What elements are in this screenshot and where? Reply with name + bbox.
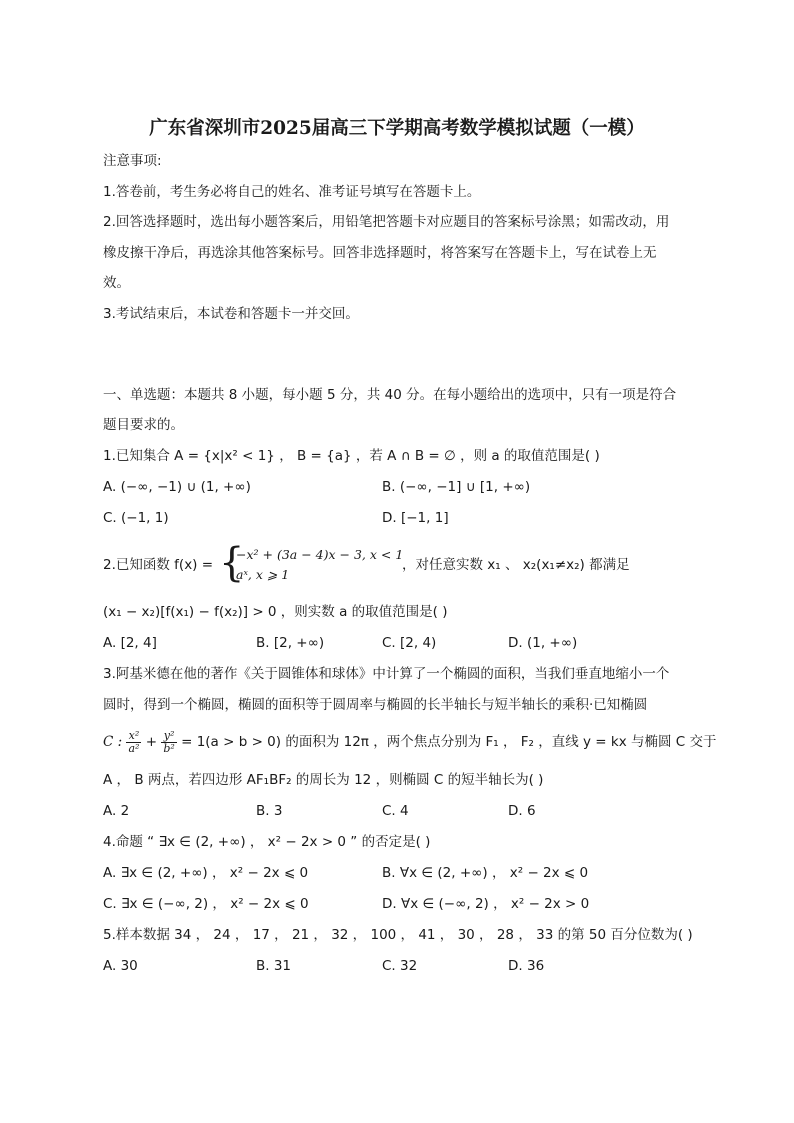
section-heading-1: 一、单选题：本题共 8 小题，每小题 5 分，共 40 分。在每小题给出的选项中，只有一项是符合 (103, 387, 677, 403)
notice-item-2a: 2.回答选择题时，选出每小题答案后，用铅笔把答题卡对应题目的答案标号涂黑；如需改动，用 (103, 214, 670, 230)
q1-stem: 1.已知集合 A = {x|x² < 1} ， B = {a} ，若 A ∩ B = ∅ ，则 a 的取值范围是( ) (103, 448, 600, 464)
q3-option-c[interactable]: C. 4 (382, 803, 409, 819)
q2-option-a[interactable]: A. [2, 4] (103, 635, 157, 651)
notice-item-1: 1.答卷前，考生务必将自己的姓名、准考证号填写在答题卡上。 (103, 184, 481, 200)
q2-case-1: −x² + (3a − 4)x − 3, x < 1 (236, 547, 404, 562)
q2-option-c[interactable]: C. [2, 4) (382, 635, 437, 651)
q5-stem: 5.样本数据 34 ， 24 ， 17 ， 21 ， 32 ， 100 ， 41 ， 30 ， 28 ， 33 的第 50 百分位数为( ) (103, 927, 693, 943)
notice-item-2b: 橡皮擦干净后，再选涂其他答案标号。回答非选择题时，将答案写在答题卡上，写在试卷上无 (103, 245, 657, 261)
section-heading-2: 题目要求的。 (103, 417, 184, 433)
q1-option-c[interactable]: C. (−1, 1) (103, 510, 169, 526)
page-title: 广东省深圳市2025届高三下学期高考数学模拟试题（一模） (149, 118, 645, 139)
q3-line-3-rest: = 1(a > b > 0) 的面积为 12π ，两个焦点分别为 F₁ ， F₂ ，直线 y = kx 与椭圆 C 交于 (181, 734, 717, 750)
q4-option-b[interactable]: B. ∀x ∈ (2, +∞) ， x² − 2x ⩽ 0 (382, 865, 589, 881)
q5-option-d[interactable]: D. 36 (508, 958, 545, 974)
q3-line-2: 圆时，得到一个椭圆，椭圆的面积等于圆周率与椭圆的长半轴长与短半轴长的乘积·已知椭圆 (103, 697, 648, 713)
q3-line-4: A ， B 两点，若四边形 AF₁BF₂ 的周长为 12 ，则椭圆 C 的短半轴长为( ) (103, 772, 544, 788)
q2-prefix: 2.已知函数 f(x) = (103, 557, 214, 573)
q5-option-b[interactable]: B. 31 (256, 958, 292, 974)
q3-line-1: 3.阿基米德在他的著作《关于圆锥体和球体》中计算了一个椭圆的面积，当我们垂直地缩小一个 (103, 666, 670, 682)
q1-option-d[interactable]: D. [−1, 1] (382, 510, 449, 526)
notice-heading: 注意事项: (103, 153, 162, 169)
q3-option-a[interactable]: A. 2 (103, 803, 130, 819)
q3-option-b[interactable]: B. 3 (256, 803, 283, 819)
notice-item-2c: 效。 (103, 275, 130, 291)
q4-option-d[interactable]: D. ∀x ∈ (−∞, 2) ， x² − 2x > 0 (382, 896, 590, 912)
q1-option-b[interactable]: B. (−∞, −1] ∪ [1, +∞) (382, 479, 531, 495)
notice-item-3: 3.考试结束后，本试卷和答题卡一并交回。 (103, 306, 359, 322)
q3-option-d[interactable]: D. 6 (508, 803, 536, 819)
q3-fraction-x: $\frac{\text{x²}}{\text{a²}}$ (128, 728, 140, 755)
q2-line-2: (x₁ − x₂)[f(x₁) − f(x₂)] > 0 ，则实数 a 的取值范围是( ) (103, 604, 448, 620)
q3-plus: + (145, 734, 158, 750)
q4-stem: 4.命题 “ ∃x ∈ (2, +∞) ， x² − 2x > 0 ” 的否定是( ) (103, 834, 431, 850)
q3-fraction-y: $\frac{\text{y²}}{\text{b²}}$ (163, 728, 175, 755)
q1-option-a[interactable]: A. (−∞, −1) ∪ (1, +∞) (103, 479, 251, 495)
q4-option-a[interactable]: A. ∃x ∈ (2, +∞) ， x² − 2x ⩽ 0 (103, 865, 309, 881)
q2-option-d[interactable]: D. (1, +∞) (508, 635, 578, 651)
q3-line-3 (103, 725, 717, 759)
q3-ellipse-label: C : (103, 734, 123, 750)
q4-option-c[interactable]: C. ∃x ∈ (−∞, 2) ， x² − 2x ⩽ 0 (103, 896, 309, 912)
q2-option-b[interactable]: B. [2, +∞) (256, 635, 325, 651)
q2-case-2: aˣ, x ⩾ 1 (236, 567, 290, 582)
q5-option-c[interactable]: C. 32 (382, 958, 418, 974)
q2-brace: { (219, 540, 245, 586)
q2-suffix: ，对任意实数 x₁ 、 x₂(x₁≠x₂) 都满足 (402, 557, 630, 573)
q5-option-a[interactable]: A. 30 (103, 958, 138, 974)
